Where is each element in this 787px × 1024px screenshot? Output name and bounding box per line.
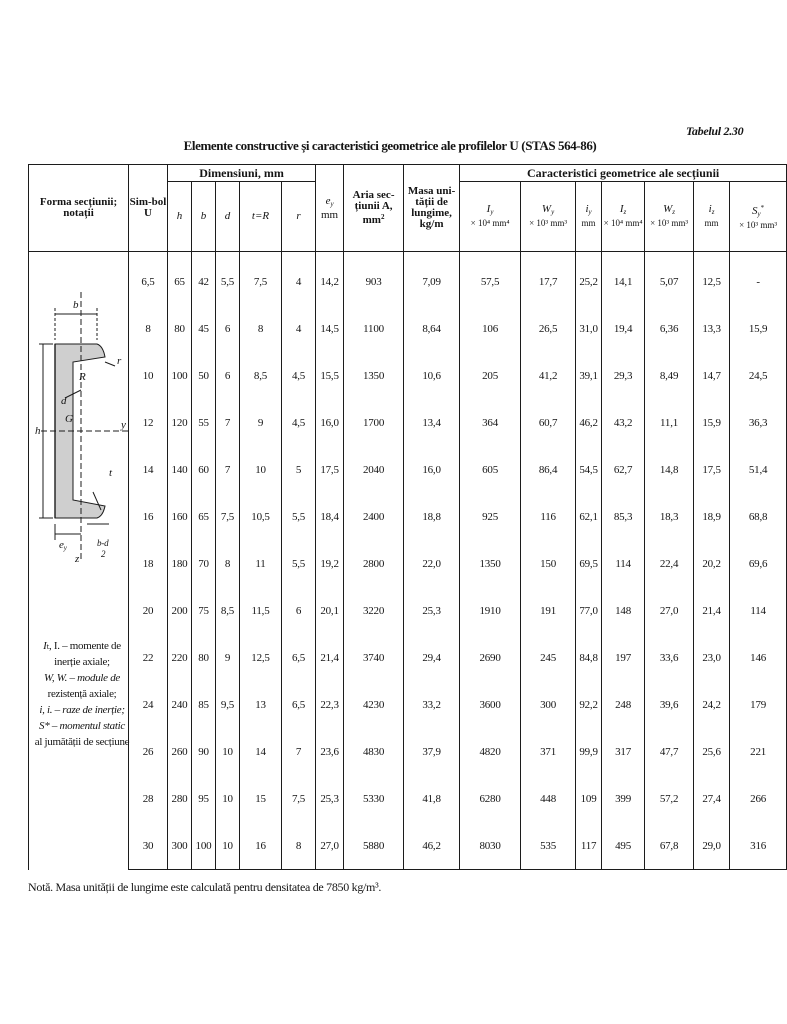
- col-iz-radius: $i_z$ mm: [694, 182, 730, 252]
- cell-iy-radius: 92,2: [576, 681, 602, 728]
- cell-d: 5,5: [216, 252, 240, 306]
- cell-area: 4230: [344, 681, 404, 728]
- table-row: [29, 728, 787, 775]
- cell-t: 8: [240, 305, 282, 352]
- cell-iz-moment: 43,2: [602, 399, 645, 446]
- cell-r: 8: [282, 822, 316, 870]
- cell-wy: 448: [521, 775, 576, 822]
- cell-r: 5: [282, 446, 316, 493]
- col-group-geometry: Caracteristici geometrice ale secțiunii: [460, 165, 787, 182]
- cell-r: 5,5: [282, 493, 316, 540]
- cell-ey: 20,1: [316, 587, 344, 634]
- cell-wy: 191: [521, 587, 576, 634]
- cell-b: 85: [192, 681, 216, 728]
- table-row: [29, 587, 787, 634]
- cell-iz-radius: 25,6: [694, 728, 730, 775]
- u-profile-drawing: [35, 262, 129, 565]
- cell-r: 7,5: [282, 775, 316, 822]
- cell-wz: 33,6: [645, 634, 694, 681]
- table-row: [29, 540, 787, 587]
- cell-area: 3740: [344, 634, 404, 681]
- cell-iy-moment: 605: [460, 446, 521, 493]
- cell-iz-moment: 399: [602, 775, 645, 822]
- col-sy: $S_y^*$ × 10³ mm³: [730, 182, 787, 252]
- cell-mass: 25,3: [404, 587, 460, 634]
- cell-r: 6: [282, 587, 316, 634]
- cell-ey: 23,6: [316, 728, 344, 775]
- table-row: [29, 252, 787, 306]
- col-ey: $e_y$ mm: [316, 165, 344, 252]
- cell-mass: 41,8: [404, 775, 460, 822]
- fig-label-t: t: [109, 467, 112, 479]
- cell-mass: 18,8: [404, 493, 460, 540]
- cell-t: 9: [240, 399, 282, 446]
- fig-label-G: G: [65, 413, 73, 425]
- col-area: Aria sec-țiunii A, $mm^2$: [344, 165, 404, 252]
- cell-wy: 41,2: [521, 352, 576, 399]
- cell-iy-radius: 25,2: [576, 252, 602, 306]
- cell-wy: 17,7: [521, 252, 576, 306]
- cell-sy: 68,8: [730, 493, 787, 540]
- cell-r: 5,5: [282, 540, 316, 587]
- fig-label-h: h: [35, 425, 41, 437]
- cell-h: 80: [168, 305, 192, 352]
- col-h: h: [168, 182, 192, 252]
- cell-mass: 8,64: [404, 305, 460, 352]
- cell-area: 5330: [344, 775, 404, 822]
- cell-symbol: 22: [129, 634, 168, 681]
- cell-d: 10: [216, 822, 240, 870]
- cell-t: 8,5: [240, 352, 282, 399]
- cell-d: 10: [216, 728, 240, 775]
- col-wz: $W_z$ × 10³ mm³: [645, 182, 694, 252]
- cell-b: 90: [192, 728, 216, 775]
- cell-h: 280: [168, 775, 192, 822]
- cell-wy: 300: [521, 681, 576, 728]
- cell-h: 140: [168, 446, 192, 493]
- cell-d: 7: [216, 399, 240, 446]
- cell-symbol: 26: [129, 728, 168, 775]
- table-row: [29, 399, 787, 446]
- cell-iy-radius: 117: [576, 822, 602, 870]
- cell-t: 11: [240, 540, 282, 587]
- cell-ey: 14,2: [316, 252, 344, 306]
- cell-ey: 14,5: [316, 305, 344, 352]
- cell-d: 6: [216, 352, 240, 399]
- fig-label-y: y: [121, 419, 126, 431]
- cell-h: 65: [168, 252, 192, 306]
- cell-wy: 150: [521, 540, 576, 587]
- header-row-groups: [29, 165, 787, 182]
- shape-cell: [29, 252, 129, 870]
- cell-wz: 8,49: [645, 352, 694, 399]
- cell-h: 120: [168, 399, 192, 446]
- cell-t: 10,5: [240, 493, 282, 540]
- cell-area: 903: [344, 252, 404, 306]
- cell-iz-radius: 27,4: [694, 775, 730, 822]
- legend-line: i, i. – raze de inerție;: [39, 704, 125, 716]
- legend-symbol: I: [43, 640, 47, 652]
- cell-iy-radius: 99,9: [576, 728, 602, 775]
- cell-mass: 33,2: [404, 681, 460, 728]
- cell-b: 70: [192, 540, 216, 587]
- cell-d: 9,5: [216, 681, 240, 728]
- cell-b: 80: [192, 634, 216, 681]
- legend-line: Iₜ, I. – momente de: [43, 640, 121, 652]
- cell-t: 10: [240, 446, 282, 493]
- cell-wy: 245: [521, 634, 576, 681]
- cell-ey: 25,3: [316, 775, 344, 822]
- col-t: t=R: [240, 182, 282, 252]
- cell-iy-moment: 925: [460, 493, 521, 540]
- cell-iy-moment: 4820: [460, 728, 521, 775]
- cell-iy-radius: 31,0: [576, 305, 602, 352]
- cell-symbol: 6,5: [129, 252, 168, 306]
- cell-h: 180: [168, 540, 192, 587]
- cell-ey: 15,5: [316, 352, 344, 399]
- cell-iy-radius: 69,5: [576, 540, 602, 587]
- cell-wz: 27,0: [645, 587, 694, 634]
- cell-ey: 16,0: [316, 399, 344, 446]
- cell-ey: 21,4: [316, 634, 344, 681]
- cell-wz: 39,6: [645, 681, 694, 728]
- cell-mass: 16,0: [404, 446, 460, 493]
- cell-d: 7,5: [216, 493, 240, 540]
- cell-sy: 316: [730, 822, 787, 870]
- cell-iz-moment: 495: [602, 822, 645, 870]
- cell-iz-radius: 15,9: [694, 399, 730, 446]
- cell-r: 6,5: [282, 634, 316, 681]
- cell-d: 9: [216, 634, 240, 681]
- cell-iz-moment: 248: [602, 681, 645, 728]
- table-title: Elemente constructive și caracteristici geometrice ale profilelor U (STAS 564-86): [183, 138, 597, 153]
- cell-symbol: 10: [129, 352, 168, 399]
- cell-iz-radius: 14,7: [694, 352, 730, 399]
- cell-iz-moment: 62,7: [602, 446, 645, 493]
- cell-area: 1100: [344, 305, 404, 352]
- cell-sy: -: [730, 252, 787, 306]
- cell-wy: 535: [521, 822, 576, 870]
- cell-wy: 26,5: [521, 305, 576, 352]
- fig-label-r: r: [117, 355, 122, 367]
- cell-h: 100: [168, 352, 192, 399]
- cell-h: 160: [168, 493, 192, 540]
- cell-area: 4830: [344, 728, 404, 775]
- cell-r: 4: [282, 305, 316, 352]
- cell-t: 14: [240, 728, 282, 775]
- cell-symbol: 16: [129, 493, 168, 540]
- fig-label-b: b: [73, 299, 79, 311]
- cell-iz-radius: 24,2: [694, 681, 730, 728]
- cell-ey: 17,5: [316, 446, 344, 493]
- cell-wz: 5,07: [645, 252, 694, 306]
- cell-mass: 22,0: [404, 540, 460, 587]
- cell-area: 3220: [344, 587, 404, 634]
- col-group-dimensions: Dimensiuni, mm: [168, 165, 316, 182]
- cell-iy-moment: 364: [460, 399, 521, 446]
- table-row: [29, 634, 787, 681]
- cell-b: 55: [192, 399, 216, 446]
- cell-sy: 15,9: [730, 305, 787, 352]
- cell-b: 42: [192, 252, 216, 306]
- cell-iy-radius: 39,1: [576, 352, 602, 399]
- cell-h: 260: [168, 728, 192, 775]
- cell-iy-radius: 109: [576, 775, 602, 822]
- cell-t: 7,5: [240, 252, 282, 306]
- legend-line: W, W. – module de: [44, 672, 120, 684]
- cell-t: 15: [240, 775, 282, 822]
- cell-iz-moment: 114: [602, 540, 645, 587]
- cell-h: 220: [168, 634, 192, 681]
- cell-iy-moment: 2690: [460, 634, 521, 681]
- cell-iz-radius: 29,0: [694, 822, 730, 870]
- cell-b: 45: [192, 305, 216, 352]
- cell-area: 2040: [344, 446, 404, 493]
- table-row: [29, 446, 787, 493]
- cell-r: 4: [282, 252, 316, 306]
- cell-ey: 22,3: [316, 681, 344, 728]
- fig-label-ey: ey: [59, 539, 67, 552]
- legend-line: S* – momentul static: [39, 720, 125, 732]
- cell-iy-moment: 106: [460, 305, 521, 352]
- cell-iz-radius: 20,2: [694, 540, 730, 587]
- cell-wz: 14,8: [645, 446, 694, 493]
- col-iy-radius: $i_y$ mm: [576, 182, 602, 252]
- cell-iy-moment: 205: [460, 352, 521, 399]
- cell-iz-radius: 17,5: [694, 446, 730, 493]
- cell-wy: 60,7: [521, 399, 576, 446]
- cell-sy: 51,4: [730, 446, 787, 493]
- cell-d: 8: [216, 540, 240, 587]
- cell-iz-moment: 14,1: [602, 252, 645, 306]
- cell-wz: 67,8: [645, 822, 694, 870]
- cell-wz: 6,36: [645, 305, 694, 352]
- cell-iz-radius: 23,0: [694, 634, 730, 681]
- cell-wz: 22,4: [645, 540, 694, 587]
- cell-wz: 18,3: [645, 493, 694, 540]
- cell-symbol: 18: [129, 540, 168, 587]
- cell-r: 4,5: [282, 399, 316, 446]
- fig-label-d: d: [61, 395, 67, 407]
- cell-wz: 11,1: [645, 399, 694, 446]
- cell-d: 8,5: [216, 587, 240, 634]
- cell-iz-radius: 12,5: [694, 252, 730, 306]
- cell-t: 12,5: [240, 634, 282, 681]
- cell-wz: 57,2: [645, 775, 694, 822]
- cell-b: 65: [192, 493, 216, 540]
- cell-ey: 27,0: [316, 822, 344, 870]
- col-r: r: [282, 182, 316, 252]
- cell-wz: 47,7: [645, 728, 694, 775]
- cell-iz-moment: 85,3: [602, 493, 645, 540]
- profiles-table: [28, 164, 787, 870]
- cell-sy: 69,6: [730, 540, 787, 587]
- cell-area: 1700: [344, 399, 404, 446]
- cell-b: 75: [192, 587, 216, 634]
- cell-iy-radius: 84,8: [576, 634, 602, 681]
- legend-line: rezistență axiale;: [47, 688, 117, 700]
- cell-sy: 221: [730, 728, 787, 775]
- cell-symbol: 14: [129, 446, 168, 493]
- cell-iy-moment: 57,5: [460, 252, 521, 306]
- cell-iy-moment: 3600: [460, 681, 521, 728]
- table-row: [29, 681, 787, 728]
- cell-iz-moment: 29,3: [602, 352, 645, 399]
- cell-mass: 7,09: [404, 252, 460, 306]
- cell-sy: 179: [730, 681, 787, 728]
- cell-iy-radius: 62,1: [576, 493, 602, 540]
- table-row: [29, 493, 787, 540]
- legend-line: al jumătății de secțiune: [34, 736, 130, 748]
- col-iz-moment: $I_z$ × 10⁴ mm⁴: [602, 182, 645, 252]
- legend-line: inerție axiale;: [54, 656, 110, 668]
- fig-label-bd2: b-d: [97, 538, 109, 548]
- cell-area: 2400: [344, 493, 404, 540]
- col-shape: Forma secțiunii; notații: [29, 165, 129, 252]
- cell-t: 16: [240, 822, 282, 870]
- notation-legend: [32, 638, 132, 750]
- fig-label-R: R: [79, 371, 86, 383]
- cell-iz-moment: 317: [602, 728, 645, 775]
- cell-r: 6,5: [282, 681, 316, 728]
- cell-iy-moment: 8030: [460, 822, 521, 870]
- col-iy-moment: $I_y$ × 10⁴ mm⁴: [460, 182, 521, 252]
- cell-t: 11,5: [240, 587, 282, 634]
- cell-mass: 13,4: [404, 399, 460, 446]
- cell-iy-moment: 6280: [460, 775, 521, 822]
- cell-wy: 371: [521, 728, 576, 775]
- cell-d: 6: [216, 305, 240, 352]
- cell-ey: 19,2: [316, 540, 344, 587]
- cell-h: 240: [168, 681, 192, 728]
- cell-r: 4,5: [282, 352, 316, 399]
- cell-d: 7: [216, 446, 240, 493]
- col-b: b: [192, 182, 216, 252]
- cell-symbol: 12: [129, 399, 168, 446]
- cell-mass: 46,2: [404, 822, 460, 870]
- cell-iy-radius: 46,2: [576, 399, 602, 446]
- cell-r: 7: [282, 728, 316, 775]
- cell-area: 2800: [344, 540, 404, 587]
- table-label: Tabelul 2.30: [686, 124, 744, 138]
- col-symbol: Sim-bol U: [129, 165, 168, 252]
- col-wy: $W_y$ × 10³ mm³: [521, 182, 576, 252]
- cell-iz-radius: 13,3: [694, 305, 730, 352]
- cell-symbol: 8: [129, 305, 168, 352]
- cell-iy-radius: 77,0: [576, 587, 602, 634]
- fig-label-z: z: [75, 553, 80, 565]
- cell-iz-moment: 148: [602, 587, 645, 634]
- cell-iy-radius: 54,5: [576, 446, 602, 493]
- col-d: d: [216, 182, 240, 252]
- cell-symbol: 24: [129, 681, 168, 728]
- cell-mass: 29,4: [404, 634, 460, 681]
- cell-mass: 10,6: [404, 352, 460, 399]
- cell-iz-radius: 21,4: [694, 587, 730, 634]
- cell-ey: 18,4: [316, 493, 344, 540]
- cell-h: 300: [168, 822, 192, 870]
- table-row: [29, 305, 787, 352]
- cell-mass: 37,9: [404, 728, 460, 775]
- cell-iy-moment: 1910: [460, 587, 521, 634]
- cell-b: 95: [192, 775, 216, 822]
- cell-iz-radius: 18,9: [694, 493, 730, 540]
- cell-wy: 86,4: [521, 446, 576, 493]
- cell-wy: 116: [521, 493, 576, 540]
- cell-b: 60: [192, 446, 216, 493]
- cell-symbol: 20: [129, 587, 168, 634]
- cell-t: 13: [240, 681, 282, 728]
- cell-sy: 36,3: [730, 399, 787, 446]
- cell-symbol: 28: [129, 775, 168, 822]
- table-note: Notă. Masa unității de lungime este calculată pentru densitatea de 7850 kg/m³.: [28, 880, 382, 894]
- table-row: [29, 775, 787, 822]
- cell-iy-moment: 1350: [460, 540, 521, 587]
- cell-sy: 24,5: [730, 352, 787, 399]
- table-row: [29, 822, 787, 870]
- cell-sy: 146: [730, 634, 787, 681]
- cell-area: 5880: [344, 822, 404, 870]
- col-mass: Masa uni-tății de lungime, kg/m: [404, 165, 460, 252]
- cell-h: 200: [168, 587, 192, 634]
- cell-d: 10: [216, 775, 240, 822]
- cell-symbol: 30: [129, 822, 168, 870]
- fig-label-bd2-den: 2: [101, 549, 106, 559]
- cell-iz-moment: 19,4: [602, 305, 645, 352]
- cell-b: 50: [192, 352, 216, 399]
- cell-sy: 266: [730, 775, 787, 822]
- cell-b: 100: [192, 822, 216, 870]
- cell-iz-moment: 197: [602, 634, 645, 681]
- cell-sy: 114: [730, 587, 787, 634]
- cell-area: 1350: [344, 352, 404, 399]
- table-body: [29, 252, 787, 870]
- table-row: [29, 352, 787, 399]
